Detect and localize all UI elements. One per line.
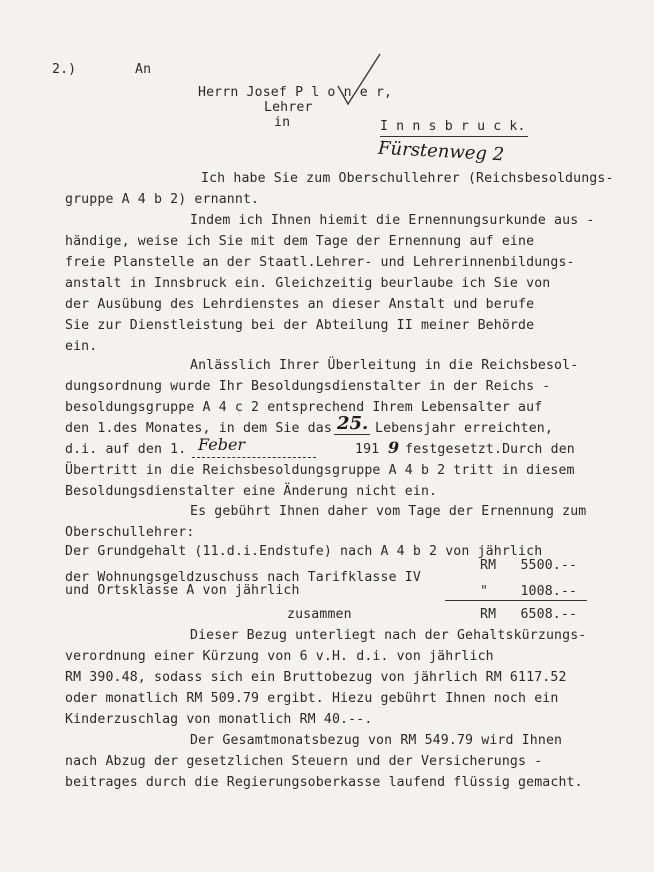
text-line-2: gruppe A 4 b 2) ernannt.	[65, 192, 260, 207]
text-line-11: dungsordnung wurde Ihr Besoldungsdienstalter in der Reichs -	[65, 379, 551, 394]
salary-housing-label-2: und Ortsklasse A von jährlich	[65, 583, 300, 598]
recipient-title: Lehrer	[264, 100, 313, 115]
handwritten-street: Fürstenweg 2	[377, 137, 505, 166]
text-line-26: beitrages durch die Regierungsoberkasse laufend flüssig gemacht.	[65, 775, 583, 790]
text-line-7: der Ausübung des Lehrdienstes an dieser Anstalt und berufe	[65, 297, 535, 312]
handwritten-age: 25.	[337, 413, 369, 434]
text-line-21: RM 390.48, sodass sich ein Bruttobezug von jährlich RM 6117.52	[65, 670, 567, 685]
check-mark-icon	[334, 50, 384, 112]
month-underline	[192, 457, 316, 458]
text-line-10: Anlässlich Ihrer Überleitung in die Reichsbesol-	[190, 358, 579, 373]
city-underline	[380, 136, 528, 137]
salary-total-amount: RM 6508.--	[480, 607, 578, 622]
text-line-19: Dieser Bezug unterliegt nach der Gehaltskürzungs-	[190, 628, 587, 643]
text-line-6: anstalt in Innsbruck ein. Gleichzeitig beurlaube ich Sie von	[65, 276, 551, 291]
address-an: An	[135, 62, 152, 77]
text-line-13a: den 1.des Monates, in dem Sie das	[65, 421, 332, 436]
text-line-5: freie Planstelle an der Staatl.Lehrer- und Lehrerinnenbildungs-	[65, 255, 575, 270]
text-line-3: Indem ich Ihnen hiemit die Ernennungsurkunde aus -	[190, 213, 595, 228]
text-line-24: Der Gesamtmonatsbezug von RM 549.79 wird Ihnen	[190, 733, 563, 748]
handwritten-year-digit: 9	[388, 438, 400, 457]
address-in: in	[274, 115, 291, 130]
text-line-14a: d.i. auf den 1.	[65, 442, 187, 457]
text-line-14c: festgesetzt.Durch den	[405, 442, 575, 457]
text-line-23: Kinderzuschlag von monatlich RM 40.--.	[65, 712, 373, 727]
age-underline	[334, 434, 370, 435]
text-line-17: Es gebührt Ihnen daher vom Tage der Ernennung zum	[190, 504, 587, 519]
text-line-25: nach Abzug der gesetzlichen Steuern und der Versicherungs -	[65, 754, 543, 769]
text-line-1: Ich habe Sie zum Oberschullehrer (Reichsbesoldungs-	[201, 171, 614, 186]
salary-housing-label-1: der Wohnungsgeldzuschuss nach Tarifklasse IV	[65, 570, 421, 585]
text-line-14b: 191	[355, 442, 380, 457]
text-line-4: händige, weise ich Sie mit dem Tage der Ernennung auf eine	[65, 234, 535, 249]
text-line-16: Besoldungsdienstalter eine Änderung nicht ein.	[65, 484, 438, 499]
text-line-9: ein.	[65, 339, 98, 354]
salary-housing-amount: " 1008.--	[480, 584, 578, 599]
text-line-20: verordnung einer Kürzung von 6 v.H. d.i. von jährlich	[65, 649, 494, 664]
text-line-22: oder monatlich RM 509.79 ergibt. Hiezu gebührt Ihnen noch ein	[65, 691, 559, 706]
text-line-13b: Lebensjahr erreichten,	[375, 421, 553, 436]
text-line-8: Sie zur Dienstleistung bei der Abteilung II meiner Behörde	[65, 318, 535, 333]
salary-base-label: Der Grundgehalt (11.d.i.Endstufe) nach A 4 b 2 von jährlich	[65, 544, 543, 559]
salary-base-amount: RM 5500.--	[480, 558, 578, 573]
recipient-city: I n n s b r u c k.	[380, 119, 526, 134]
text-line-18: Oberschullehrer:	[65, 525, 195, 540]
item-number: 2.)	[52, 62, 77, 77]
text-line-12: besoldungsgruppe A 4 c 2 entsprechend Ihrem Lebensalter auf	[65, 400, 543, 415]
text-line-15: Übertritt in die Reichsbesoldungsgruppe A 4 b 2 tritt in diesem	[65, 463, 575, 478]
recipient-name: Herrn Josef P l o n e r,	[198, 85, 393, 100]
handwritten-month: Feber	[198, 435, 246, 454]
salary-total-label: zusammen	[287, 607, 352, 622]
sum-underline	[445, 600, 587, 601]
